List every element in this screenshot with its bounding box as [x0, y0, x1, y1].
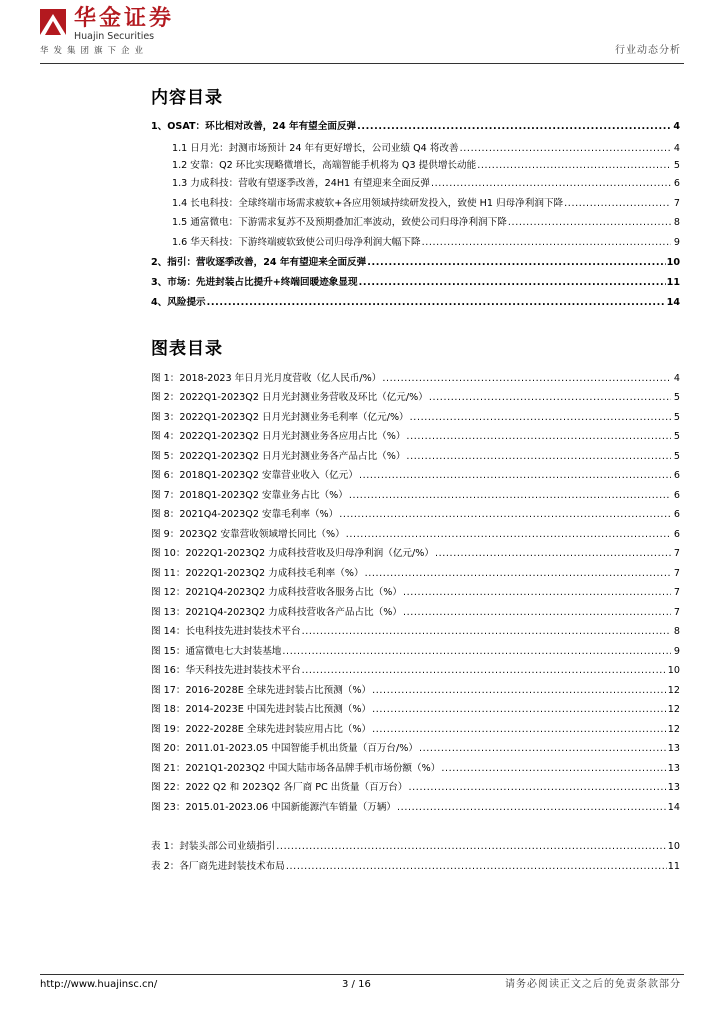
- toc-entry-page: 9: [673, 237, 680, 248]
- brand-name-en: Huajin Securities: [74, 31, 155, 42]
- footer-url-link[interactable]: http://www.huajinsc.cn/: [40, 979, 158, 990]
- table-entry-page: 10: [667, 841, 680, 852]
- figure-entry-label: 图 6：2018Q1-2023Q2 安靠营业收入（亿元）: [151, 470, 358, 481]
- figure-entry[interactable]: [151, 468, 680, 483]
- table-entry-page: 11: [667, 861, 680, 872]
- figure-entry-label: 图 4：2022Q1-2023Q2 日月光封测业务各应用占比（%）: [151, 431, 406, 442]
- figure-entry[interactable]: [151, 527, 680, 542]
- toc-entry[interactable]: [172, 196, 680, 211]
- figure-entry-page: 7: [673, 568, 680, 579]
- figure-entry[interactable]: [151, 488, 680, 503]
- figure-entry-label: 图 23：2015.01-2023.06 中国新能源汽车销量（万辆）: [151, 802, 397, 813]
- figure-entry-page: 5: [673, 451, 680, 462]
- figure-entry[interactable]: [151, 663, 680, 678]
- toc-entry[interactable]: [172, 235, 680, 250]
- toc-entry-label: 1.3 力成科技：营收有望逐季改善，24H1 有望迎来全面反弹: [172, 178, 430, 189]
- toc-entry-label: 1、OSAT：环比相对改善，24 年有望全面反弹: [151, 121, 357, 132]
- report-type: 行业动态分析: [615, 45, 681, 56]
- toc-entry-label: 4、风险提示: [151, 297, 206, 308]
- figure-entry-page: 5: [673, 392, 680, 403]
- figure-entry-page: 13: [667, 763, 680, 774]
- toc-entry-label: 2、指引：营收逐季改善，24 年有望迎来全面反弹: [151, 257, 367, 268]
- toc-entry-label: 1.4 长电科技：全球终端市场需求疲软+各应用领域持续研发投入，致使 H1 归母净利润下降: [172, 198, 564, 209]
- figure-entry-page: 4: [673, 373, 680, 384]
- figure-entry[interactable]: [151, 585, 680, 600]
- figure-entry[interactable]: [151, 624, 680, 639]
- figure-entry-label: 图 7：2018Q1-2023Q2 安靠业务占比（%）: [151, 490, 348, 501]
- figure-entry-label: 图 19：2022-2028E 全球先进封装应用占比（%）: [151, 724, 372, 735]
- table-entry[interactable]: [151, 839, 680, 854]
- figure-entry[interactable]: [151, 390, 680, 405]
- toc-entry-label: 1.6 华天科技：下游终端疲软致使公司归母净利润大幅下降: [172, 237, 421, 248]
- toc-entry[interactable]: [151, 275, 680, 290]
- figure-entry-label: 图 3：2022Q1-2023Q2 日月光封测业务毛利率（亿元/%）: [151, 412, 409, 423]
- figure-entry-page: 7: [673, 587, 680, 598]
- figures-title: 图表目录: [151, 339, 223, 359]
- huajin-logo-icon: [40, 9, 66, 35]
- footer-divider: [40, 974, 684, 975]
- figure-entry-page: 5: [673, 431, 680, 442]
- figure-entry-page: 6: [673, 509, 680, 520]
- figure-entry-page: 5: [673, 412, 680, 423]
- figure-entry-label: 图 9：2023Q2 安靠营收领域增长同比（%）: [151, 529, 345, 540]
- figure-entry[interactable]: [151, 644, 680, 659]
- figure-entry-page: 9: [673, 646, 680, 657]
- figure-entry[interactable]: [151, 546, 680, 561]
- figure-entry[interactable]: [151, 800, 680, 815]
- figure-entry[interactable]: [151, 683, 680, 698]
- toc-entry-page: 5: [673, 160, 680, 171]
- figure-entry[interactable]: [151, 566, 680, 581]
- figure-entry[interactable]: [151, 761, 680, 776]
- figure-entry[interactable]: [151, 780, 680, 795]
- brand-name: 华金证券: [74, 6, 175, 31]
- figure-entry-label: 图 15：通富微电七大封装基地: [151, 646, 282, 657]
- header-divider: [40, 63, 684, 64]
- figure-entry-label: 图 5：2022Q1-2023Q2 日月光封测业务各产品占比（%）: [151, 451, 406, 462]
- toc-entry-page: 4: [673, 121, 680, 132]
- toc-entry-page: 7: [673, 198, 680, 209]
- toc-title: 内容目录: [151, 88, 223, 108]
- toc-entry-page: 6: [673, 178, 680, 189]
- figure-entry-page: 14: [667, 802, 680, 813]
- figure-entry-page: 7: [673, 548, 680, 559]
- figure-entry-page: 12: [667, 724, 680, 735]
- toc-entry[interactable]: [151, 119, 680, 134]
- toc-entry-label: 1.2 安靠：Q2 环比实现略微增长，高端智能手机将为 Q3 提供增长动能: [172, 160, 477, 171]
- figure-entry-page: 13: [667, 782, 680, 793]
- toc-entry[interactable]: [172, 176, 680, 191]
- figure-entry-page: 8: [673, 626, 680, 637]
- table-entry-label: 表 2：各厂商先进封装技术布局: [151, 861, 285, 872]
- figure-entry-page: 12: [667, 704, 680, 715]
- figure-entry-label: 图 20：2011.01-2023.05 中国智能手机出货量（百万台/%）: [151, 743, 418, 754]
- page-number: 3 / 16: [342, 979, 371, 990]
- figure-entry[interactable]: [151, 507, 680, 522]
- toc-entry-page: 14: [666, 297, 680, 308]
- figure-entry-page: 10: [667, 665, 680, 676]
- toc-entry-page: 4: [673, 143, 680, 154]
- toc-entry[interactable]: [151, 295, 680, 310]
- figure-entry[interactable]: [151, 371, 680, 386]
- figure-entry-label: 图 12：2021Q4-2023Q2 力成科技营收各服务占比（%）: [151, 587, 402, 598]
- figure-entry-label: 图 21：2021Q1-2023Q2 中国大陆市场各品牌手机市场份额（%）: [151, 763, 441, 774]
- figure-entry-page: 12: [667, 685, 680, 696]
- figure-entry-label: 图 2：2022Q1-2023Q2 日月光封测业务营收及环比（亿元/%）: [151, 392, 428, 403]
- figure-entry-label: 图 17：2016-2028E 全球先进封装占比预测（%）: [151, 685, 372, 696]
- figure-entry-page: 6: [673, 470, 680, 481]
- figure-entry[interactable]: [151, 605, 680, 620]
- figure-entry-label: 图 11：2022Q1-2023Q2 力成科技毛利率（%）: [151, 568, 364, 579]
- figure-entry-label: 图 8：2021Q4-2023Q2 安靠毛利率（%）: [151, 509, 339, 520]
- company-subtitle: 华发集团旗下企业: [40, 46, 149, 56]
- figure-entry-page: 6: [673, 529, 680, 540]
- figure-entry-label: 图 13：2021Q4-2023Q2 力成科技营收各产品占比（%）: [151, 607, 402, 618]
- toc-entry-page: 11: [666, 277, 680, 288]
- disclaimer-note: 请务必阅读正文之后的免责条款部分: [505, 979, 681, 990]
- figure-entry[interactable]: [151, 410, 680, 425]
- figure-entry-label: 图 1：2018-2023 年日月光月度营收（亿人民币/%）: [151, 373, 382, 384]
- table-entry[interactable]: [151, 859, 680, 874]
- toc-entry-label: 1.1 日月光：封测市场预计 24 年有更好增长，公司业绩 Q4 将改善: [172, 143, 459, 154]
- figure-entry-label: 图 16：华天科技先进封装技术平台: [151, 665, 301, 676]
- toc-entry[interactable]: [172, 141, 680, 156]
- toc-entry[interactable]: [172, 158, 680, 173]
- toc-entry[interactable]: [151, 255, 680, 270]
- figure-entry[interactable]: [151, 722, 680, 737]
- toc-entry[interactable]: [172, 215, 680, 230]
- figure-entry-page: 13: [667, 743, 680, 754]
- figure-entry[interactable]: [151, 429, 680, 444]
- figure-entry[interactable]: [151, 702, 680, 717]
- toc-entry-page: 10: [666, 257, 680, 268]
- table-entry-label: 表 1：封装头部公司业绩指引: [151, 841, 276, 852]
- figure-entry-label: 图 22：2022 Q2 和 2023Q2 各厂商 PC 出货量（百万台）: [151, 782, 408, 793]
- figure-entry-page: 7: [673, 607, 680, 618]
- figure-entry[interactable]: [151, 741, 680, 756]
- figure-entry-label: 图 18：2014-2023E 中国先进封装占比预测（%）: [151, 704, 372, 715]
- toc-entry-label: 3、市场：先进封装占比提升+终端回暖迹象显现: [151, 277, 358, 288]
- figure-entry-label: 图 14：长电科技先进封装技术平台: [151, 626, 301, 637]
- figure-entry[interactable]: [151, 449, 680, 464]
- figure-entry-page: 6: [673, 490, 680, 501]
- toc-entry-label: 1.5 通富微电：下游需求复苏不及预期叠加汇率波动，致使公司归母净利润下降: [172, 217, 507, 228]
- figure-entry-label: 图 10：2022Q1-2023Q2 力成科技营收及归母净利润（亿元/%）: [151, 548, 434, 559]
- toc-entry-page: 8: [673, 217, 680, 228]
